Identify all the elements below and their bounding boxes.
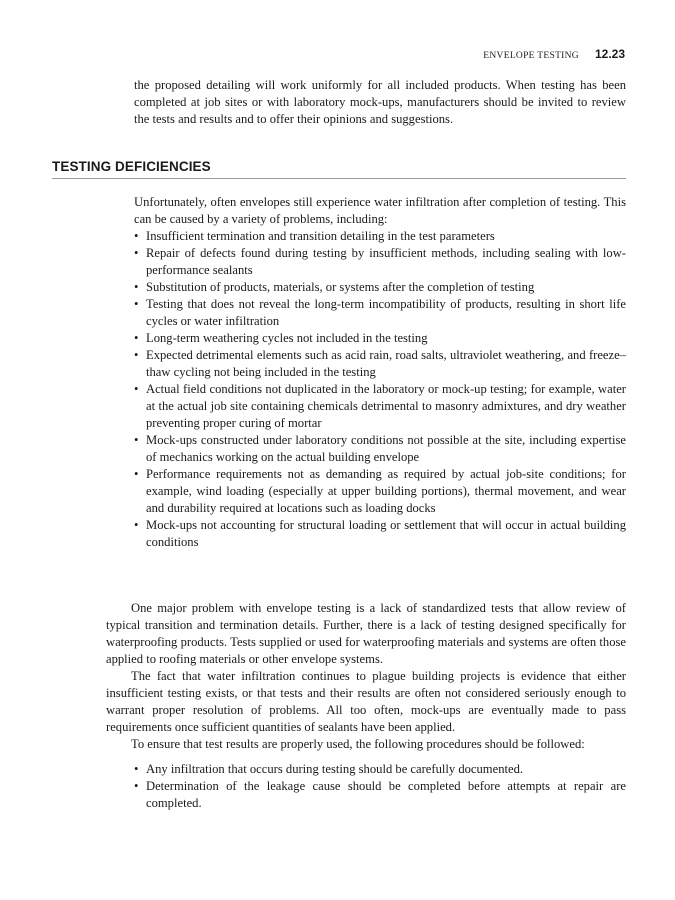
- section-divider: [52, 178, 626, 179]
- running-title: ENVELOPE TESTING: [483, 51, 579, 61]
- paragraph: One major problem with envelope testing is a lack of standardized tests that allow review of typical transition and termination details. Further, there is a lack of testing designed specifically for waterproofing products. Tests supplied or used for waterproofing materials and systems are often those applied to roofing materials or other envelope systems.: [106, 601, 626, 666]
- lead-paragraph: Unfortunately, often envelopes still experience water infiltration after completion of testing. This can be caused by a variety of problems, including:: [134, 195, 626, 226]
- list-item: • Mock-ups constructed under laboratory conditions not possible at the site, including expertise of mechanics working on the actual building envelope: [134, 432, 626, 466]
- list-item: • Long-term weathering cycles not included in the testing: [134, 330, 626, 347]
- list-item: • Testing that does not reveal the long-term incompatibility of products, resulting in short life cycles or water infiltration: [134, 296, 626, 330]
- list-item: • Substitution of products, materials, or systems after the completion of testing: [134, 279, 626, 296]
- list-item: • Actual field conditions not duplicated in the laboratory or mock-up testing; for example, water at the actual job site containing chemicals detrimental to masonry admixtures, and dry weather preventing proper curing of mortar: [134, 381, 626, 432]
- paragraph: To ensure that test results are properly used, the following procedures should be followed:: [131, 737, 585, 751]
- list-item: • Mock-ups not accounting for structural loading or settlement that will occur in actual building conditions: [134, 517, 626, 551]
- list-item: • Insufficient termination and transition detailing in the test parameters: [134, 228, 626, 245]
- list-item: • Determination of the leakage cause should be completed before attempts at repair are completed.: [134, 778, 626, 812]
- section-body: [134, 194, 626, 551]
- problems-list: [134, 228, 626, 551]
- section-title: TESTING DEFICIENCIES: [52, 159, 211, 174]
- list-item: • Expected detrimental elements such as acid rain, road salts, ultraviolet weathering, and freeze–thaw cycling not being included in the testing: [134, 347, 626, 381]
- body-paragraphs: [106, 600, 626, 753]
- page-number: 12.23: [594, 47, 625, 61]
- procedures-list: [134, 761, 626, 812]
- page-header: [483, 47, 625, 61]
- intro-paragraph: the proposed detailing will work uniformly for all included products. When testing has been completed at job sites or with laboratory mock-ups, manufacturers should be invited to review the tests and results and to offer their opinions and suggestions.: [134, 78, 626, 126]
- list-item: • Performance requirements not as demanding as required by actual job-site conditions; for example, wind loading (especially at upper building portions), thermal movement, and wear and durability required at locations such as loading docks: [134, 466, 626, 517]
- paragraph: The fact that water infiltration continues to plague building projects is evidence that either insufficient testing exists, or that tests and their results are often not considered seriously enough to warrant proper resolution of problems. All too often, mock-ups are eventually made to pass requirements once sufficient quantities of sealants have been applied.: [106, 669, 626, 734]
- list-item: • Any infiltration that occurs during testing should be carefully documented.: [134, 761, 626, 778]
- list-item: • Repair of defects found during testing by insufficient methods, including sealing with low-performance sealants: [134, 245, 626, 279]
